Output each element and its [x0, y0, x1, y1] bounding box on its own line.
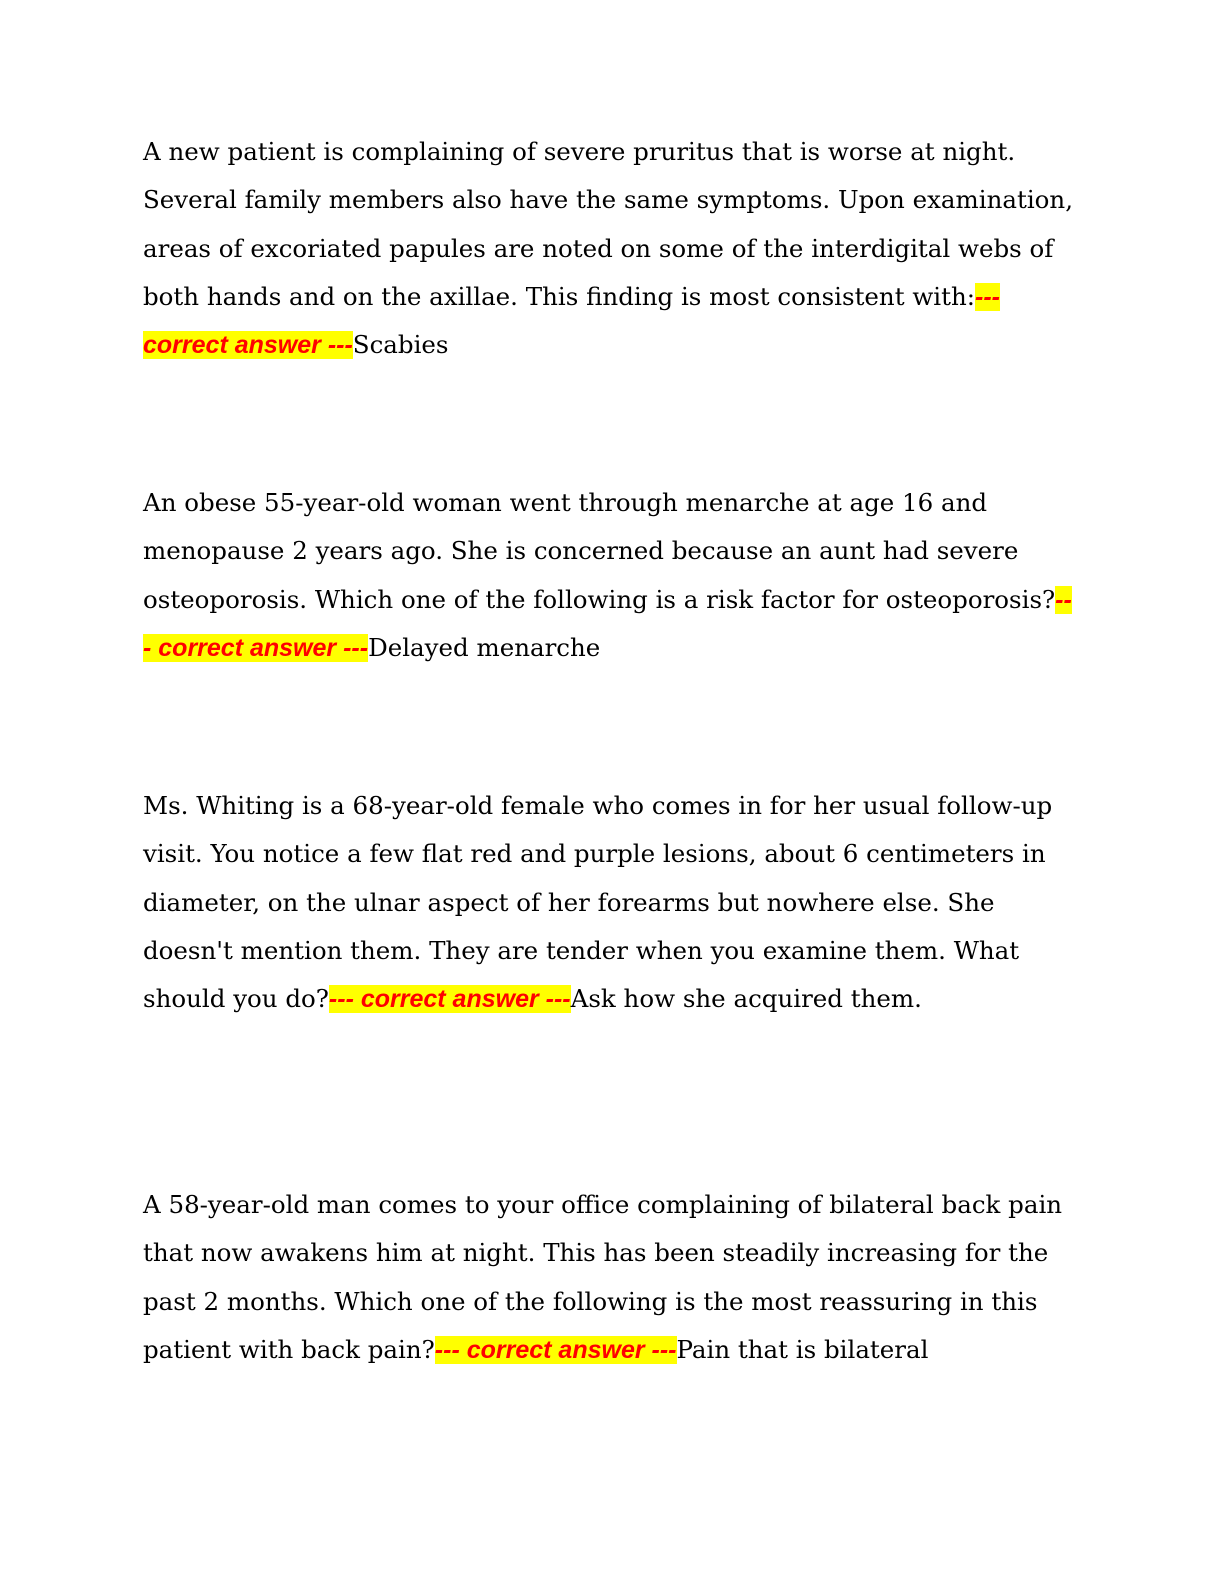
- answer-text: Ask how she acquired them.: [570, 984, 922, 1014]
- question-text: A 58-year-old man comes to your office complaining of bilateral back pain that now awakens him at night. This has been steadily increasing for the past 2 months. Which one of the following is the most reassuring in this patient with back pain?: [143, 1190, 1063, 1364]
- question-text: Ms. Whiting is a 68-year-old female who comes in for her usual follow-up visit. You notice a few flat red and purple lesions, about 6 centimeters in diameter, on the ulnar aspect of her forearms but nowhere else. She doesn't mention them. They are tender when you examine them. What should you do?: [143, 791, 1053, 1014]
- correct-answer-marker: --- correct answer ---: [143, 585, 1072, 662]
- qa-item: [143, 1181, 1073, 1374]
- answer-text: Pain that is bilateral: [676, 1334, 929, 1364]
- answer-text: Delayed menarche: [368, 632, 601, 662]
- correct-answer-marker: --- correct answer ---: [143, 282, 1001, 360]
- question-text: A new patient is complaining of severe pruritus that is worse at night. Several family members also have the same symptoms. Upon examination, areas of excoriated papules are noted on some of the interdigital webs of both hands and on the axillae. This finding is most consistent with:: [143, 137, 1073, 311]
- question-text: An obese 55-year-old woman went through menarche at age 16 and menopause 2 years ago. She is concerned because an aunt had severe osteoporosis. Which one of the following is a risk factor for osteoporosis?: [143, 488, 1056, 614]
- qa-item: [143, 479, 1073, 672]
- correct-answer-marker: --- correct answer ---: [328, 985, 571, 1014]
- correct-answer-marker: --- correct answer ---: [434, 1335, 677, 1364]
- answer-text: Scabies: [352, 330, 449, 360]
- qa-item: [143, 782, 1073, 1023]
- qa-item: [143, 128, 1073, 369]
